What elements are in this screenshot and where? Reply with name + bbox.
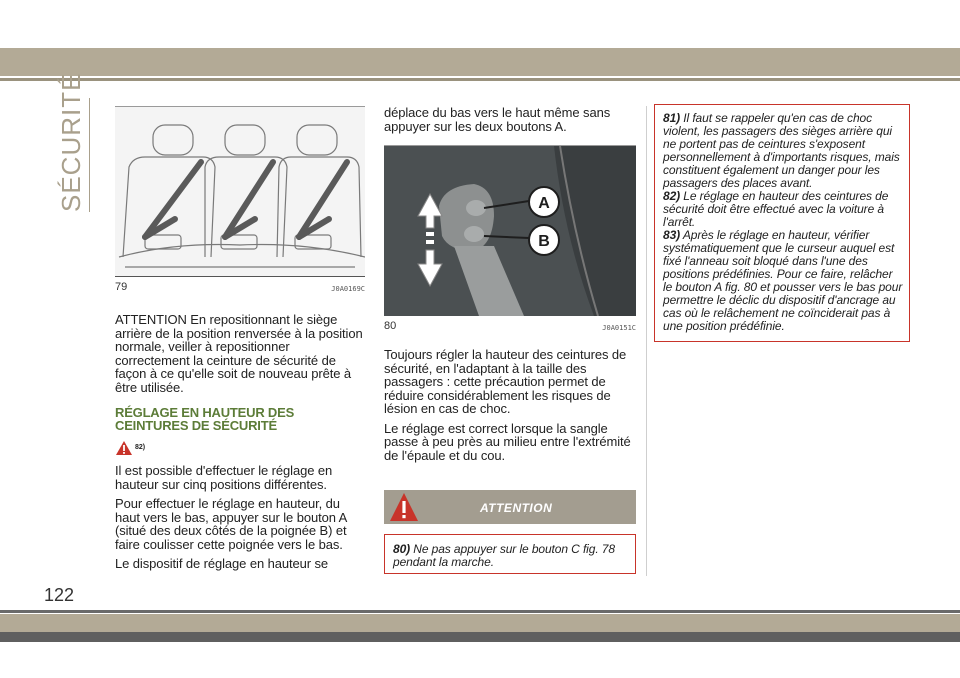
- section-rule: [89, 98, 90, 212]
- rear-seats-illustration: [115, 107, 365, 277]
- note-80: [393, 543, 629, 569]
- note-80-number: 80): [393, 542, 411, 556]
- figure-80-number: 80: [384, 320, 397, 332]
- figure-80-caption: [384, 315, 636, 332]
- page-number: 122: [44, 585, 75, 605]
- note-82: [663, 190, 903, 229]
- label-a: A: [538, 195, 550, 212]
- paragraph-positions: Il est possible d'effectuer le réglage en hauteur sur cinq positions différentes.: [115, 463, 333, 492]
- note-83-number: 83): [663, 228, 681, 242]
- figure-79-rear-seats: [115, 106, 365, 276]
- bottom-band-dark: [0, 632, 960, 642]
- label-b: B: [538, 233, 550, 250]
- note-81-text: Il faut se rappeler qu'en cas de choc violent, les passagers des sièges arrière qui ne portent pas de ceintures s'exposent personnellement à d'importants risques, mais constituent également un danger pour les passagers des places avant.: [663, 111, 900, 190]
- top-band: [0, 48, 960, 76]
- section-title: SÉCURITÉ: [56, 72, 86, 212]
- attention-banner: [384, 490, 636, 524]
- note-80-text: Ne pas appuyer sur le bouton C fig. 78 pendant la marche.: [393, 542, 615, 569]
- attention-paragraph: ATTENTION En repositionnant le siège arrière de la position renversée à la position normale, veiller à repositionner correctement la ceinture de sécurité de façon à ce qu'elle soit de nouveau prête à être utilisée.: [115, 312, 363, 395]
- note-82-number: 82): [663, 189, 681, 203]
- warning-reference: [115, 440, 365, 458]
- paragraph-procedure: Pour effectuer le réglage en hauteur, du haut vers le bas, appuyer sur le bouton A (situé des deux côtés de la poignée B) et faire coulisser cette poignée vers le bas.: [115, 496, 347, 552]
- paragraph-device: Le dispositif de réglage en hauteur se: [115, 556, 329, 571]
- column-2: [384, 106, 636, 574]
- figure-79-caption: [115, 276, 365, 293]
- warning-triangle-icon: [115, 440, 133, 456]
- column-3: [654, 106, 910, 342]
- warning-triangle-icon: [388, 490, 420, 524]
- bottom-band: [0, 614, 960, 632]
- belt-adjuster-illustration: [384, 146, 636, 316]
- warning-ref-number: 82): [135, 444, 146, 451]
- top-band-line: [0, 78, 960, 81]
- note-81-number: 81): [663, 111, 681, 125]
- note-82-text: Le réglage en hauteur des ceintures de sécurité doit être effectué avec la voiture à l'arrêt.: [663, 189, 889, 229]
- figure-79-code: J0A0169C: [331, 285, 365, 293]
- figure-80-code: J0A0151C: [602, 324, 636, 332]
- column-1: [115, 106, 365, 571]
- note-83: [663, 229, 903, 333]
- paragraph-adjust-height: Toujours régler la hauteur des ceintures de sécurité, en l'adaptant à la taille des passagers : cette précaution permet de réduire considérablement les risques de lésion en cas de choc.: [384, 347, 627, 416]
- section-heading: RÉGLAGE EN HAUTEUR DES CEINTURES DE SÉCURITÉ: [115, 405, 295, 433]
- figure-80-belt-adjuster: [384, 145, 636, 315]
- paragraph-continued: déplace du bas vers le haut même sans appuyer sur les deux boutons A.: [384, 105, 611, 134]
- notes-box: [654, 104, 910, 342]
- paragraph-correct-position: Le réglage est correct lorsque la sangle passe à peu près au milieu entre l'extrémité de l'épaule et du cou.: [384, 420, 631, 463]
- note-83-text: Après le réglage en hauteur, vérifier systématiquement que le curseur auquel est fixé l'anneau soit bloqué dans l'une des positions prédéfinies. Pour ce faire, relâcher le bouton A fig. 80 et pousser vers le bas pour permettre le déclic du dispositif d'ancrage au cas où le relâchement ne coïnciderait pas à une position prédéfinie.: [663, 228, 903, 333]
- attention-label: ATTENTION: [480, 501, 553, 515]
- figure-79-number: 79: [115, 281, 128, 293]
- note-80-box: [384, 534, 636, 574]
- column-divider: [646, 106, 647, 576]
- bottom-band-line: [0, 610, 960, 613]
- note-81: [663, 112, 903, 190]
